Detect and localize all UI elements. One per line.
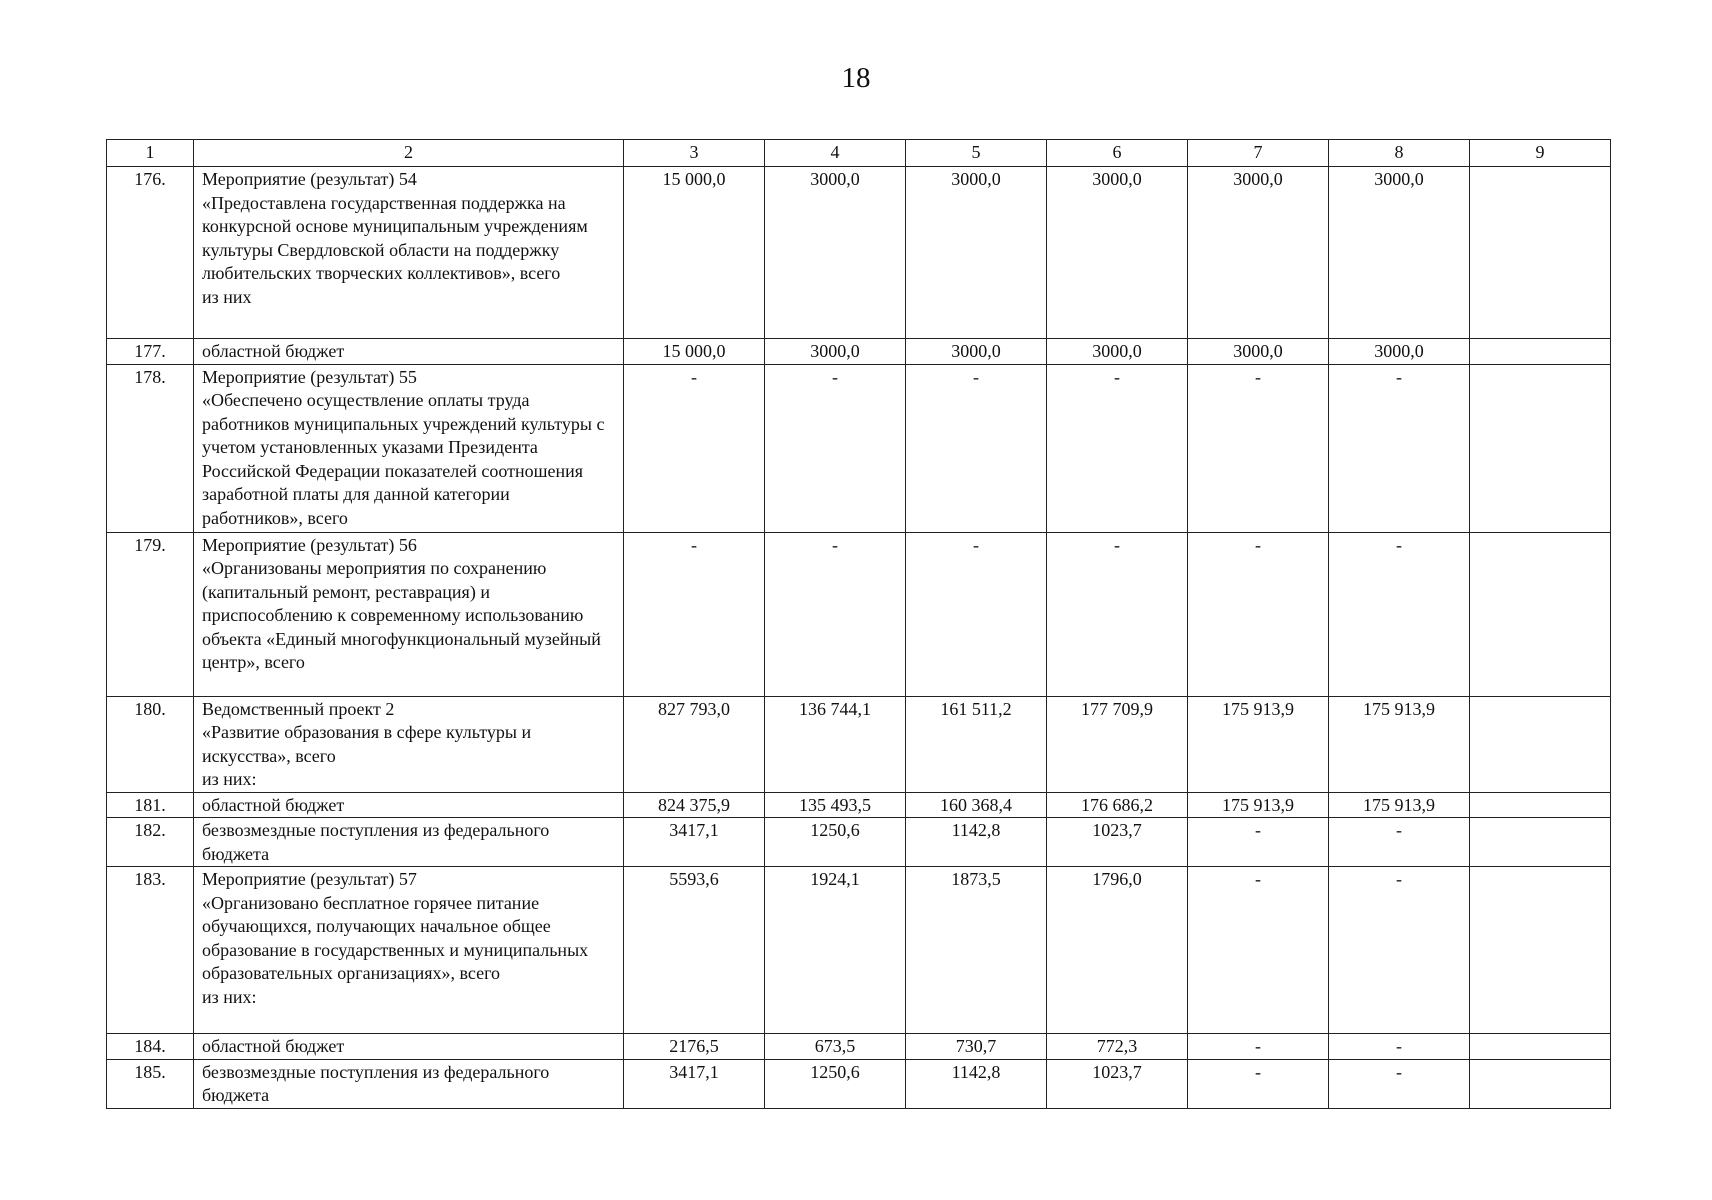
value-cell: - — [1188, 364, 1329, 532]
value-cell: 175 913,9 — [1188, 792, 1329, 818]
value-cell: 1142,8 — [906, 1059, 1047, 1108]
row-description: областной бюджет — [194, 1034, 624, 1060]
value-cell: 3417,1 — [624, 1059, 765, 1108]
value-cell: 824 375,9 — [624, 792, 765, 818]
row-description: Мероприятие (результат) 54 «Предоставлена государственная поддержка на конкурсной основе муниципальным учреждениям культуры Свердловской области на поддержку любительских творческих коллективов», всего из них — [194, 167, 624, 339]
value-cell: - — [624, 532, 765, 696]
value-cell: 175 913,9 — [1188, 696, 1329, 792]
row-description: областной бюджет — [194, 792, 624, 818]
row-number: 185. — [107, 1059, 194, 1108]
header-cell: 3 — [624, 140, 765, 167]
value-cell: 730,7 — [906, 1034, 1047, 1060]
value-cell: 160 368,4 — [906, 792, 1047, 818]
row-number: 177. — [107, 339, 194, 365]
value-cell — [1470, 792, 1611, 818]
value-cell: 1873,5 — [906, 867, 1047, 1034]
value-cell: 827 793,0 — [624, 696, 765, 792]
table-row — [107, 1059, 1611, 1108]
row-number: 176. — [107, 167, 194, 339]
row-description: Мероприятие (результат) 56 «Организованы мероприятия по сохранению (капитальный ремонт, реставрация) и приспособлению к современному использованию объекта «Единый многофункциональный музейный центр», всего — [194, 532, 624, 696]
value-cell — [1470, 818, 1611, 867]
row-description: Мероприятие (результат) 57 «Организовано бесплатное горячее питание обучающихся, получающих начальное общее образование в государственных и муниципальных образовательных организациях», всего из них: — [194, 867, 624, 1034]
value-cell: - — [1188, 532, 1329, 696]
value-cell: 1796,0 — [1047, 867, 1188, 1034]
header-row — [107, 140, 1611, 167]
value-cell: 772,3 — [1047, 1034, 1188, 1060]
value-cell: 3000,0 — [1047, 167, 1188, 339]
row-description: областной бюджет — [194, 339, 624, 365]
value-cell: 3000,0 — [765, 167, 906, 339]
value-cell: 161 511,2 — [906, 696, 1047, 792]
value-cell: - — [765, 532, 906, 696]
value-cell: - — [906, 532, 1047, 696]
value-cell: 2176,5 — [624, 1034, 765, 1060]
value-cell — [1470, 867, 1611, 1034]
table-row — [107, 1034, 1611, 1060]
row-number: 183. — [107, 867, 194, 1034]
value-cell: - — [1329, 1034, 1470, 1060]
row-number: 180. — [107, 696, 194, 792]
table-row — [107, 532, 1611, 696]
value-cell: - — [1329, 532, 1470, 696]
value-cell: 1250,6 — [765, 1059, 906, 1108]
row-number: 182. — [107, 818, 194, 867]
table-row — [107, 818, 1611, 867]
value-cell: 176 686,2 — [1047, 792, 1188, 818]
value-cell: 3000,0 — [1329, 339, 1470, 365]
row-description: безвозмездные поступления из федерального бюджета — [194, 1059, 624, 1108]
value-cell: 175 913,9 — [1329, 792, 1470, 818]
row-number: 178. — [107, 364, 194, 532]
table-row — [107, 696, 1611, 792]
table-row — [107, 339, 1611, 365]
value-cell: 1142,8 — [906, 818, 1047, 867]
value-cell: 136 744,1 — [765, 696, 906, 792]
value-cell — [1470, 339, 1611, 365]
table-body — [107, 167, 1611, 1109]
value-cell: - — [1047, 364, 1188, 532]
header-cell: 4 — [765, 140, 906, 167]
value-cell: 3000,0 — [906, 339, 1047, 365]
value-cell: 15 000,0 — [624, 167, 765, 339]
page-number: 18 — [841, 62, 871, 94]
value-cell — [1470, 167, 1611, 339]
value-cell: - — [1188, 818, 1329, 867]
header-cell: 1 — [107, 140, 194, 167]
header-cell: 9 — [1470, 140, 1611, 167]
value-cell: - — [906, 364, 1047, 532]
row-description: безвозмездные поступления из федерального бюджета — [194, 818, 624, 867]
table-row — [107, 167, 1611, 339]
row-description: Ведомственный проект 2 «Развитие образования в сфере культуры и искусства», всего из них: — [194, 696, 624, 792]
value-cell: 1250,6 — [765, 818, 906, 867]
value-cell: 1023,7 — [1047, 818, 1188, 867]
header-cell: 5 — [906, 140, 1047, 167]
header-cell: 2 — [194, 140, 624, 167]
value-cell — [1470, 364, 1611, 532]
budget-table — [106, 139, 1611, 1109]
value-cell — [1470, 532, 1611, 696]
value-cell: 3000,0 — [1047, 339, 1188, 365]
table-row — [107, 364, 1611, 532]
table-header — [107, 140, 1611, 167]
value-cell: 5593,6 — [624, 867, 765, 1034]
value-cell: - — [1329, 364, 1470, 532]
value-cell: 1023,7 — [1047, 1059, 1188, 1108]
value-cell: - — [765, 364, 906, 532]
value-cell: - — [1329, 1059, 1470, 1108]
value-cell: - — [1188, 1059, 1329, 1108]
value-cell: - — [624, 364, 765, 532]
header-cell: 8 — [1329, 140, 1470, 167]
value-cell: 177 709,9 — [1047, 696, 1188, 792]
value-cell: 3000,0 — [906, 167, 1047, 339]
value-cell: 3417,1 — [624, 818, 765, 867]
value-cell — [1470, 696, 1611, 792]
value-cell: 175 913,9 — [1329, 696, 1470, 792]
row-number: 181. — [107, 792, 194, 818]
value-cell: - — [1329, 867, 1470, 1034]
table-row — [107, 792, 1611, 818]
value-cell: - — [1188, 867, 1329, 1034]
row-number: 184. — [107, 1034, 194, 1060]
row-number: 179. — [107, 532, 194, 696]
value-cell: 1924,1 — [765, 867, 906, 1034]
header-cell: 6 — [1047, 140, 1188, 167]
value-cell: - — [1047, 532, 1188, 696]
value-cell: - — [1188, 1034, 1329, 1060]
value-cell: 3000,0 — [1188, 339, 1329, 365]
value-cell: 3000,0 — [765, 339, 906, 365]
header-cell: 7 — [1188, 140, 1329, 167]
value-cell: 15 000,0 — [624, 339, 765, 365]
table-row — [107, 867, 1611, 1034]
value-cell: 3000,0 — [1188, 167, 1329, 339]
value-cell — [1470, 1034, 1611, 1060]
row-description: Мероприятие (результат) 55 «Обеспечено осуществление оплаты труда работников муниципальных учреждений культуры с учетом установленных указами Президента Российской Федерации показателей соотношения заработной платы для данной категории работников», всего — [194, 364, 624, 532]
value-cell: 673,5 — [765, 1034, 906, 1060]
value-cell — [1470, 1059, 1611, 1108]
value-cell: 3000,0 — [1329, 167, 1470, 339]
value-cell: - — [1329, 818, 1470, 867]
value-cell: 135 493,5 — [765, 792, 906, 818]
